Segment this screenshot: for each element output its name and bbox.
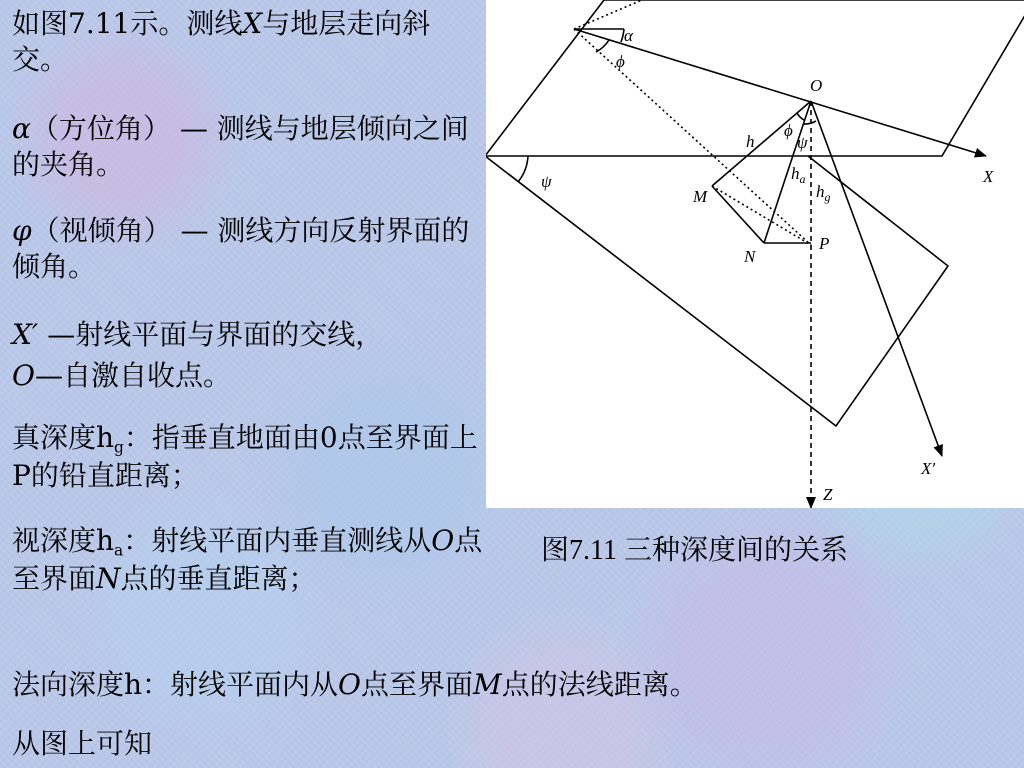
symbol-o: O xyxy=(12,359,35,392)
paragraph-apparent-depth: 视深度$h_a$：射线平面内垂直测线从O点至界面N点的垂直距离； xyxy=(12,524,483,596)
label-h: h xyxy=(746,132,755,151)
interface-plane xyxy=(486,156,948,426)
line-m-p xyxy=(712,186,811,245)
symbol-x: X xyxy=(242,7,263,40)
symbol-phi: φ xyxy=(12,214,32,247)
ray-dotted-1 xyxy=(574,0,642,29)
paragraph-conclusion: 从图上可知 xyxy=(12,727,153,760)
label-p: P xyxy=(819,234,830,253)
label-psi-mid: ψ xyxy=(797,133,808,152)
arc-psi-left xyxy=(518,156,528,182)
label-z: Z xyxy=(823,485,833,504)
paragraph-true-depth: 真深度$h_g$：指垂直地面由0点至界面上P的铅直距离； xyxy=(12,421,478,493)
label-xprime: X′ xyxy=(921,459,936,478)
label-x: X xyxy=(983,167,994,186)
paragraph-xprime: X′ —射线平面与界面的交线， xyxy=(12,318,384,351)
label-ha: $h_a$ xyxy=(791,164,806,186)
symbol-xprime: X′ xyxy=(12,318,39,351)
label-phi-mid: ϕ xyxy=(784,121,793,140)
paragraph-alpha: α（方位角） — 测线与地层倾向之间的夹角。 xyxy=(12,112,469,181)
arc-psi-mid xyxy=(804,121,816,124)
paragraph-o: O—自激自收点。 xyxy=(12,359,231,392)
arc-phi-top xyxy=(596,40,609,52)
depth-diagram xyxy=(486,0,1024,508)
label-alpha: α xyxy=(624,26,633,45)
symbol-alpha: α xyxy=(12,112,31,145)
paragraph-intro: 如图7.11示。测线X与地层走向斜交。 xyxy=(12,7,431,76)
label-hg: $h_g$ xyxy=(816,182,831,204)
label-psi-left: ψ xyxy=(541,172,552,191)
figure-panel xyxy=(486,0,1024,508)
ground-plane xyxy=(486,0,1024,156)
label-phi-top: ϕ xyxy=(616,52,625,71)
label-o: O xyxy=(810,76,823,95)
paragraph-phi: φ（视倾角） — 测线方向反射界面的倾角。 xyxy=(12,214,470,283)
label-n: N xyxy=(744,247,756,266)
survey-line-x xyxy=(574,29,986,156)
label-m: M xyxy=(693,187,708,206)
paragraph-normal-depth: 法向深度h：射线平面内从O点至界面M点的法线距离。 xyxy=(12,668,698,701)
figure-caption: 图7.11 三种深度间的关系 xyxy=(541,535,848,566)
ray-dotted-2 xyxy=(574,29,811,245)
arc-phi-mid xyxy=(797,113,804,120)
intersection-line-xprime xyxy=(811,101,942,456)
